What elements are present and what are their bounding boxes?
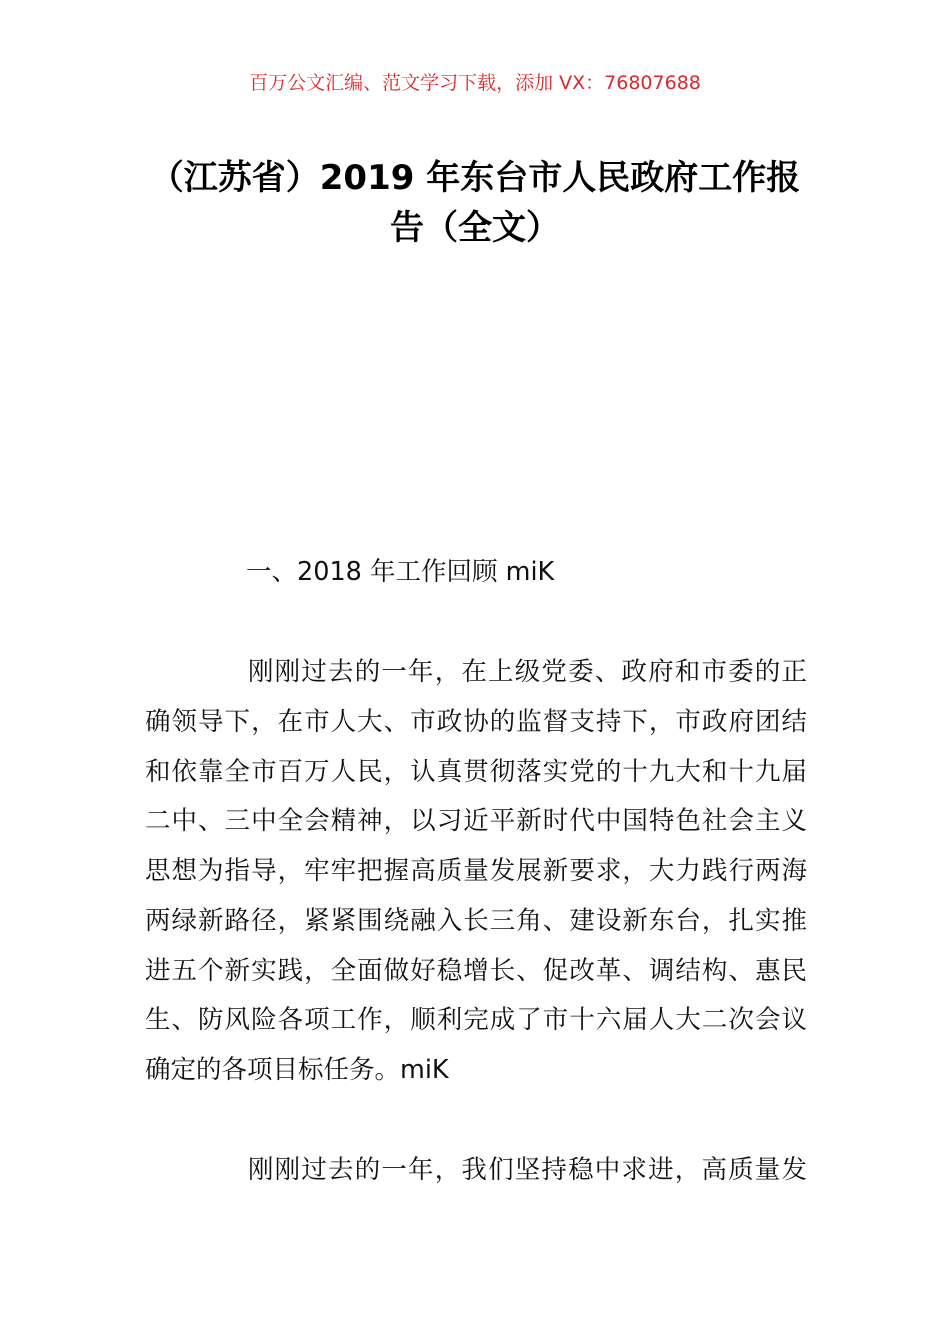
paragraph-line: 刚刚过去的一年，我们坚持稳中求进，高质量发	[248, 1155, 807, 1185]
paragraph-line: 和依靠全市百万人民，认真贯彻落实党的十九大和十九届	[145, 757, 807, 787]
paragraph-line: 二中、三中全会精神，以习近平新时代中国特色社会主义	[145, 806, 807, 836]
paragraph-line: 生、防风险各项工作，顺利完成了市十六届人大二次会议	[145, 1005, 807, 1035]
paragraph-line: 思想为指导，牢牢把握高质量发展新要求，大力践行两海	[145, 856, 807, 886]
section-heading: 一、2018 年工作回顾 miK	[246, 557, 555, 587]
paragraph-line: 两绿新路径，紧紧围绕融入长三角、建设新东台，扎实推	[145, 906, 807, 936]
document-title-line-1: （江苏省）2019 年东台市人民政府工作报	[149, 158, 801, 198]
paragraph-line: 刚刚过去的一年，在上级党委、政府和市委的正	[248, 657, 807, 687]
paragraph-line: 确领导下，在市人大、市政协的监督支持下，市政府团结	[145, 707, 807, 737]
document-title-line-2: 告（全文）	[390, 208, 560, 248]
paragraph-line: 确定的各项目标任务。miK	[145, 1055, 449, 1085]
watermark-header: 百万公文汇编、范文学习下载，添加 VX：76807688	[249, 72, 701, 94]
paragraph-line: 进五个新实践，全面做好稳增长、促改革、调结构、惠民	[145, 956, 807, 986]
